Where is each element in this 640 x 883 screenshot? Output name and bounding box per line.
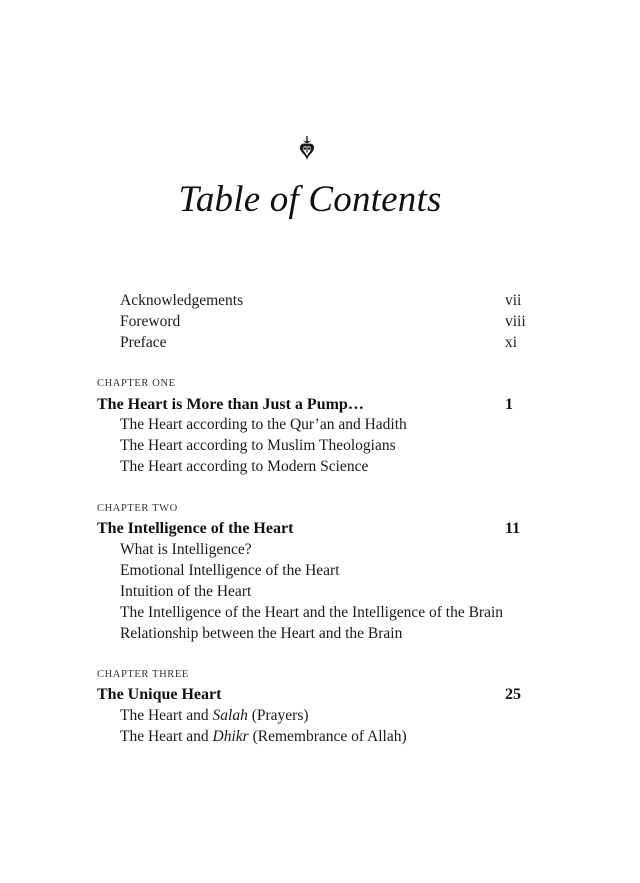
chapter-title[interactable]: The Heart is More than Just a Pump… <box>97 396 364 413</box>
toc-entry-label: Acknowledgements <box>120 292 244 309</box>
section-entry[interactable]: The Heart according to Modern Science <box>120 458 369 475</box>
toc-entry-label: Foreword <box>120 313 181 330</box>
toc-page-number: viii <box>505 313 526 330</box>
section-entry[interactable]: Emotional Intelligence of the Heart <box>120 562 340 579</box>
toc-page-number: xi <box>505 334 518 351</box>
chapter-page-number: 11 <box>505 520 521 537</box>
section-entry[interactable]: Relationship between the Heart and the Brain <box>120 625 403 642</box>
section-entry[interactable] <box>120 705 309 726</box>
section-entry[interactable]: The Heart according to the Qur’an and Hadith <box>120 416 407 433</box>
toc-entry-label: Preface <box>120 334 167 351</box>
toc-entry-preface[interactable] <box>120 332 166 353</box>
chapter-page-number: 25 <box>505 686 521 703</box>
section-text: The Heart and <box>120 707 213 724</box>
chapter-title[interactable]: The Intelligence of the Heart <box>97 520 294 537</box>
toc-page-number: vii <box>505 292 522 309</box>
section-entry[interactable]: The Heart according to Muslim Theologians <box>120 437 396 454</box>
chapter-label: CHAPTER THREE <box>97 669 189 680</box>
section-text: The Heart and <box>120 728 213 745</box>
chapter-label: CHAPTER TWO <box>97 503 178 514</box>
toc-entry-foreword[interactable] <box>120 311 180 332</box>
section-entry[interactable]: What is Intelligence? <box>120 541 252 558</box>
section-entry[interactable] <box>120 726 407 747</box>
fleuron-icon <box>296 136 318 162</box>
section-emphasis: Dhikr <box>212 728 249 745</box>
chapter-label: CHAPTER ONE <box>97 378 176 389</box>
page-title: Table of Contents <box>178 179 442 220</box>
section-entry[interactable]: The Intelligence of the Heart and the Intelligence of the Brain <box>120 604 504 621</box>
section-text: (Prayers) <box>247 707 309 724</box>
section-emphasis: Salah <box>212 707 248 724</box>
section-entry[interactable]: Intuition of the Heart <box>120 583 252 600</box>
toc-entry-acknowledgements[interactable] <box>120 290 243 311</box>
chapter-page-number: 1 <box>505 396 513 413</box>
chapter-title[interactable]: The Unique Heart <box>97 686 222 703</box>
section-text: (Remembrance of Allah) <box>248 728 407 745</box>
